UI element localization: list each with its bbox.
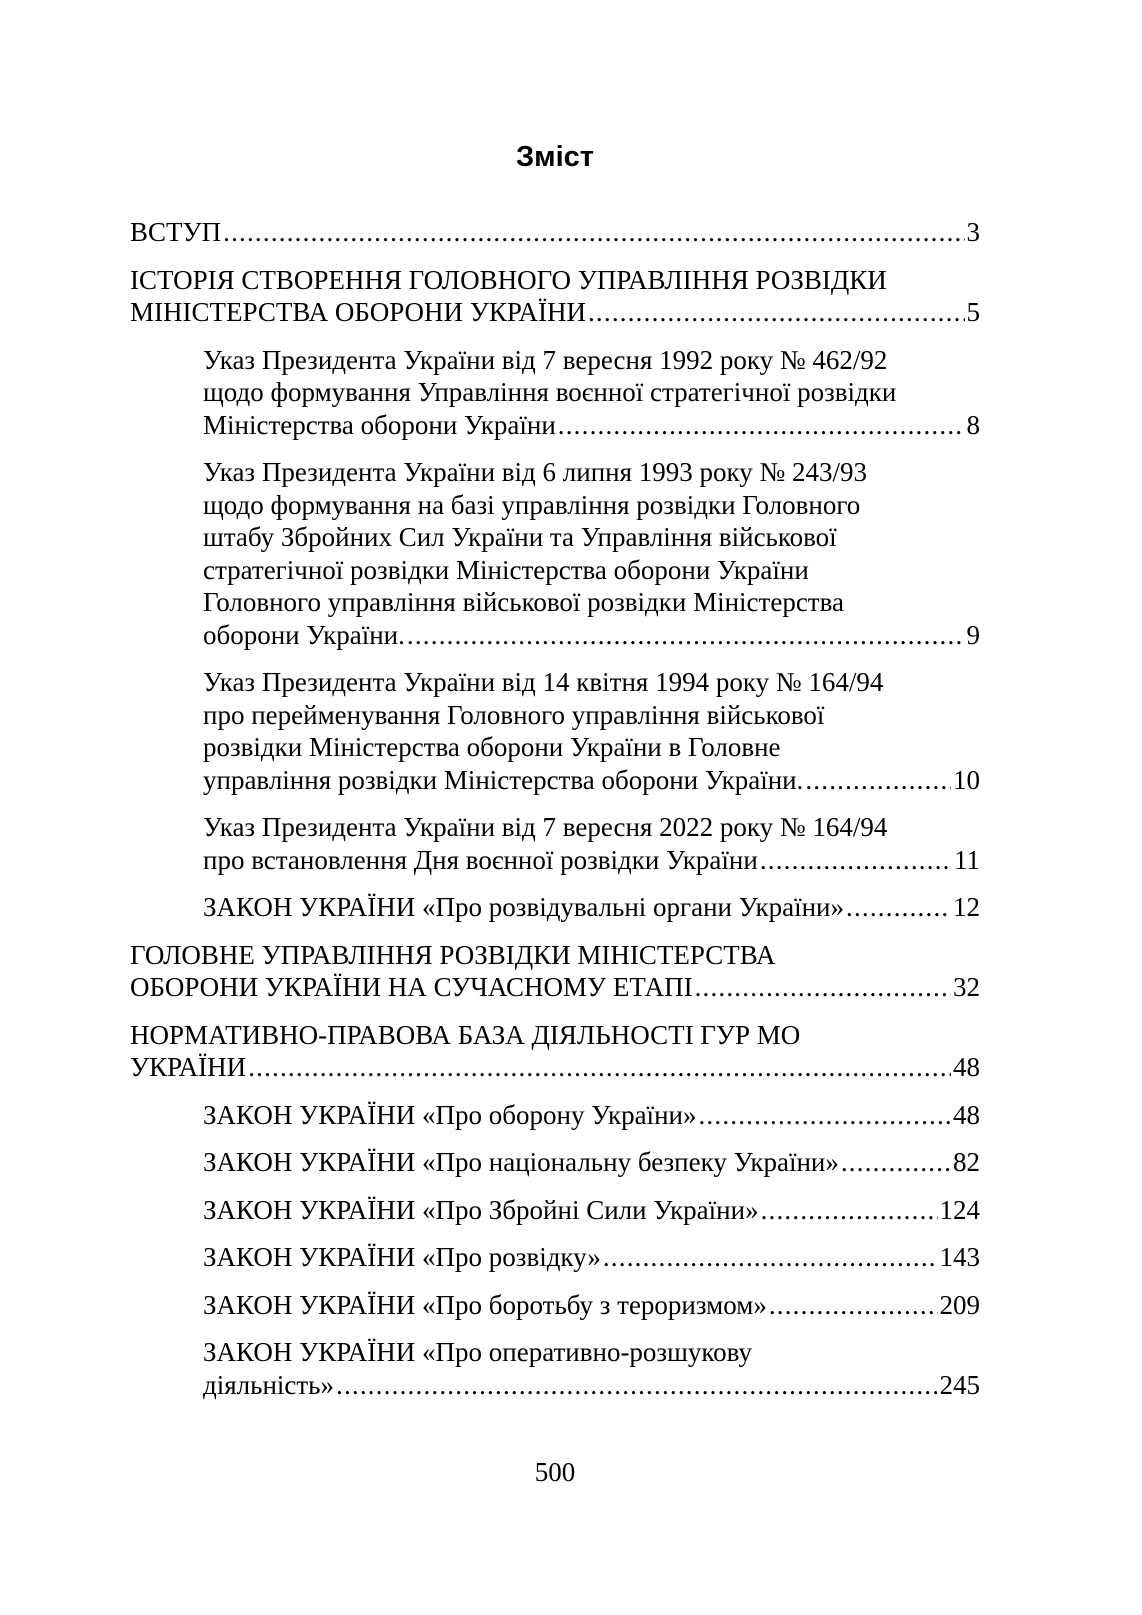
toc-entry-text-line: Міністерства оборони України [203, 409, 556, 440]
dot-leader [588, 296, 965, 329]
toc-entry-last-line [203, 891, 980, 924]
toc-entry-page-number: 3 [966, 217, 980, 247]
toc-entry-page-number: 5 [966, 297, 980, 327]
toc-entry[interactable] [130, 216, 980, 249]
dot-leader [336, 1369, 938, 1402]
toc-entry-text-line: про перейменування Головного управління військової [203, 699, 825, 730]
toc-entry[interactable] [130, 1336, 980, 1401]
toc-entry[interactable] [130, 1019, 980, 1084]
toc-entry-text-line: Указ Президента України від 7 вересня 2022 року № 164/94 [203, 812, 888, 842]
dot-leader [223, 216, 964, 249]
dot-leader [841, 1146, 951, 1179]
dot-leader [248, 1051, 951, 1084]
toc-entry-text-line: Головного управління військової розвідки Міністерства [203, 587, 844, 617]
toc-entry[interactable] [130, 811, 980, 876]
toc-entry-page-number: 32 [953, 972, 980, 1002]
toc-entry-text-line: ЗАКОН УКРАЇНИ «Про Збройні Сили України» [203, 1194, 759, 1225]
dot-leader [698, 1099, 951, 1132]
toc-entry-last-line [203, 844, 980, 877]
toc-entry-text-line: УКРАЇНИ [130, 1052, 247, 1082]
toc-entry-text-line: ЗАКОН УКРАЇНИ «Про оперативно-розшукову [203, 1337, 752, 1367]
toc-entry-text-line: штабу Збройних Сил України та Управління військової [203, 522, 837, 552]
toc-entry-text-line: ГОЛОВНЕ УПРАВЛІННЯ РОЗВІДКИ МІНІСТЕРСТВА [130, 939, 776, 970]
toc-entry-text-line: ОБОРОНИ УКРАЇНИ НА СУЧАСНОМУ ЕТАПІ [130, 972, 693, 1002]
toc-entry-page-number: 9 [966, 619, 980, 650]
toc-entry-last-line [203, 1146, 980, 1179]
toc-entry-text-line: ЗАКОН УКРАЇНИ «Про розвідку» [203, 1242, 601, 1272]
toc-entry-page-number: 48 [953, 1052, 980, 1082]
toc-entry-text-line: щодо формування Управління воєнної стратегічної розвідки [203, 377, 897, 407]
toc-entry-text-line: Указ Президента України від 6 липня 1993 року № 243/93 [203, 457, 868, 487]
toc-entry-text-line: МІНІСТЕРСТВА ОБОРОНИ УКРАЇНИ [130, 297, 586, 327]
dot-leader [769, 1289, 938, 1322]
toc-entry[interactable] [130, 456, 980, 651]
toc-entry-text-line: ЗАКОН УКРАЇНИ «Про національну безпеку України» [203, 1147, 839, 1177]
toc-entry-last-line [203, 764, 980, 797]
toc-entry-last-line [130, 1051, 980, 1084]
dot-leader [805, 764, 951, 797]
toc-entry-text-line: управління розвідки Міністерства оборони України. [203, 764, 804, 795]
toc-entry-page-number: 82 [953, 1147, 980, 1177]
dot-leader [846, 891, 951, 924]
table-of-contents [130, 216, 980, 1416]
toc-entry-text-line: ЗАКОН УКРАЇНИ «Про боротьбу з тероризмом» [203, 1289, 767, 1320]
dot-leader [603, 1241, 938, 1274]
toc-entry-text-line: стратегічної розвідки Міністерства оборони України [203, 554, 809, 585]
toc-entry-text-line: ЗАКОН УКРАЇНИ «Про оборону України» [203, 1099, 697, 1130]
toc-entry-text-line: ІСТОРІЯ СТВОРЕННЯ ГОЛОВНОГО УПРАВЛІННЯ РОЗВІДКИ [130, 264, 887, 295]
toc-entry[interactable] [130, 1194, 980, 1227]
toc-entry[interactable] [130, 1241, 980, 1274]
toc-entry-page-number: 124 [939, 1194, 980, 1225]
toc-entry[interactable] [130, 891, 980, 924]
toc-entry-text-line: діяльність» [203, 1369, 334, 1400]
toc-entry[interactable] [130, 344, 980, 442]
toc-entry-last-line [203, 1289, 980, 1322]
toc-entry-last-line [203, 619, 980, 652]
toc-entry-text-line: розвідки Міністерства оборони України в Головне [203, 732, 781, 762]
toc-entry-page-number: 11 [954, 844, 980, 875]
toc-entry-last-line [130, 216, 980, 249]
toc-entry-last-line [203, 1369, 980, 1402]
toc-entry[interactable] [130, 1099, 980, 1132]
dot-leader [761, 1194, 938, 1227]
toc-entry-text-line: ВСТУП [130, 217, 222, 247]
toc-entry[interactable] [130, 1289, 980, 1322]
toc-entry[interactable] [130, 264, 980, 329]
toc-entry-last-line [203, 409, 980, 442]
toc-entry-text-line: НОРМАТИВНО-ПРАВОВА БАЗА ДІЯЛЬНОСТІ ГУР МО [130, 1019, 801, 1050]
toc-entry-page-number: 143 [939, 1242, 980, 1272]
toc-entry[interactable] [130, 666, 980, 796]
toc-entry[interactable] [130, 1146, 980, 1179]
toc-entry-last-line [203, 1099, 980, 1132]
toc-entry-page-number: 8 [966, 409, 980, 440]
toc-entry-last-line [130, 971, 980, 1004]
toc-entry-page-number: 10 [953, 764, 980, 795]
toc-entry-page-number: 245 [939, 1369, 980, 1400]
toc-title: Зміст [515, 141, 594, 173]
dot-leader [695, 971, 951, 1004]
toc-entry-text-line: Указ Президента України від 7 вересня 1992 року № 462/92 [203, 344, 888, 375]
toc-entry-text-line: про встановлення Дня воєнної розвідки України [203, 844, 758, 875]
toc-entry-last-line [203, 1241, 980, 1274]
toc-entry-page-number: 48 [953, 1099, 980, 1130]
toc-entry-text-line: Указ Президента України від 14 квітня 1994 року № 164/94 [203, 667, 884, 697]
page-number: 500 [534, 1457, 576, 1487]
dot-leader [407, 619, 965, 652]
toc-entry-text-line: ЗАКОН УКРАЇНИ «Про розвідувальні органи України» [203, 892, 844, 922]
toc-entry-page-number: 12 [953, 892, 980, 922]
toc-entry-page-number: 209 [939, 1289, 980, 1320]
dot-leader [760, 844, 952, 877]
toc-entry-text-line: оборони України. [203, 619, 405, 650]
toc-entry-last-line [203, 1194, 980, 1227]
toc-entry-last-line [130, 296, 980, 329]
dot-leader [558, 409, 965, 442]
toc-entry[interactable] [130, 939, 980, 1004]
toc-entry-text-line: щодо формування на базі управління розвідки Головного [203, 489, 861, 520]
